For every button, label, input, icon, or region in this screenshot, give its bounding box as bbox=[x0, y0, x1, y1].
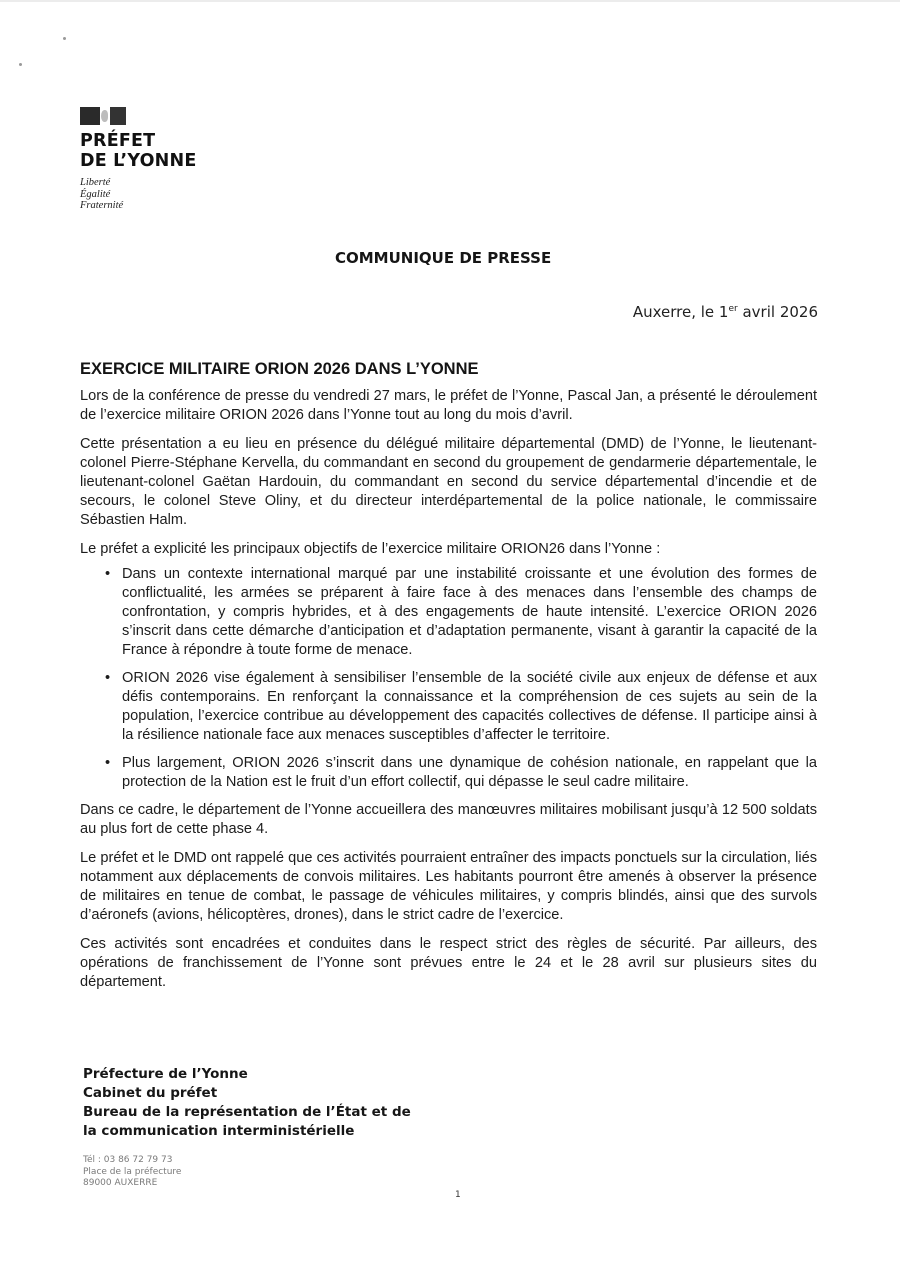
signature-line: Bureau de la représentation de l’État et de bbox=[83, 1104, 411, 1120]
list-item bbox=[105, 669, 817, 745]
list-item-text: Plus largement, ORION 2026 s’inscrit dans une dynamique de cohésion nationale, en rappelant que la protection de la Nation est le fruit d’un effort collectif, qui dépasse le seul cadre militaire. bbox=[122, 755, 817, 790]
press-release-body bbox=[80, 360, 817, 1002]
signature-block bbox=[83, 1065, 411, 1141]
date-superscript: er bbox=[728, 304, 738, 314]
paragraph: Le préfet et le DMD ont rappelé que ces activités pourraient entraîner des impacts ponctuels sur la circulation, liés notamment aux déplacements de convois militaires. Les habitants pourront être amenés à observer la présence de militaires en tenue de combat, le passage de véhicules militaires, y compris blindés, ainsi que des survols d’aéronefs (avions, hélicoptères, drones), dans le strict cadre de l’exercice. bbox=[80, 850, 817, 923]
date-line bbox=[633, 303, 818, 321]
contact-address: Place de la préfecture bbox=[83, 1166, 182, 1177]
motto-liberte: Liberté bbox=[80, 177, 111, 188]
republic-motto bbox=[80, 177, 197, 212]
paragraph: Ces activités sont encadrées et conduites dans le respect strict des règles de sécurité. Par ailleurs, des opérations de franchissement de l’Yonne sont prévues entre le 24 et le 28 avril sur plusieurs sites du département. bbox=[80, 936, 817, 990]
contact-block bbox=[83, 1155, 181, 1190]
bullet-icon: • bbox=[105, 755, 111, 771]
list-item bbox=[105, 565, 817, 660]
page-number: 1 bbox=[455, 1190, 461, 1200]
motto-egalite: Égalité bbox=[80, 188, 111, 200]
scan-edge bbox=[0, 0, 900, 2]
headline: EXERCICE MILITAIRE ORION 2026 DANS L’YONNE bbox=[80, 360, 479, 378]
paragraph: Cette présentation a eu lieu en présence du délégué militaire départemental (DMD) de l’Yonne, le lieutenant-colonel Pierre-Stéphane Kervella, du commandant en second du groupement de gendarmerie départementale, le lieutenant-colonel Gaëtan Hardouin, du commandant en second du service départemental d’incendie et de secours, le colonel Steve Oliny, et du directeur interdépartemental de la police nationale, le commissaire Sébastien Halm. bbox=[80, 436, 817, 528]
logo-line-2: DE L’YONNE bbox=[80, 151, 197, 171]
contact-city: 89000 AUXERRE bbox=[83, 1178, 158, 1188]
signature-line: Préfecture de l’Yonne bbox=[83, 1066, 248, 1082]
prefecture-logo bbox=[80, 107, 197, 212]
paragraph: Dans ce cadre, le département de l’Yonne accueillera des manœuvres militaires mobilisant jusqu’à 12 500 soldats au plus fort de cette phase 4. bbox=[80, 802, 817, 837]
contact-phone: Tél : 03 86 72 79 73 bbox=[83, 1155, 173, 1165]
bullet-icon: • bbox=[105, 670, 111, 686]
list-item-text: Dans un contexte international marqué par une instabilité croissante et une évolution des formes de conflictualité, les armées se préparent à faire face à des menaces dans l’ensemble des champs de confrontation, y compris hybrides, et à des engagements de haute intensité. L’exercice ORION 2026 s’inscrit dans cette démarche d’anticipation et d’adaptation permanente, visant à garantir la capacité de la France à répondre à toute forme de menace. bbox=[122, 566, 817, 658]
scan-speck bbox=[63, 37, 66, 40]
bullet-icon: • bbox=[105, 566, 111, 582]
list-item-text: ORION 2026 vise également à sensibiliser l’ensemble de la société civile aux enjeux de défense et aux défis contemporains. En renforçant la connaissance et la compréhension de ces sujets au sein de la population, l’exercice contribue au développement des capacités collectives de défense. Il participe ainsi à la résilience nationale face aux menaces susceptibles d’affecter le territoire. bbox=[122, 670, 817, 743]
marianne-logo-icon bbox=[80, 107, 197, 125]
document-type-title: COMMUNIQUE DE PRESSE bbox=[335, 249, 552, 267]
paragraph: Lors de la conférence de presse du vendredi 27 mars, le préfet de l’Yonne, Pascal Jan, a présenté le déroulement de l’exercice militaire ORION 2026 dans l’Yonne tout au long du mois d’avril. bbox=[80, 388, 817, 423]
logo-line-1: PRÉFET bbox=[80, 131, 156, 151]
date-suffix: avril 2026 bbox=[737, 303, 818, 321]
signature-line: Cabinet du préfet bbox=[83, 1085, 218, 1101]
signature-line: la communication interministérielle bbox=[83, 1123, 355, 1139]
paragraph: Le préfet a explicité les principaux objectifs de l’exercice militaire ORION26 dans l’Yonne : bbox=[80, 541, 661, 557]
objectives-list bbox=[80, 565, 817, 792]
scan-speck bbox=[19, 63, 22, 66]
motto-fraternite: Fraternité bbox=[80, 200, 124, 211]
date-prefix: Auxerre, le 1 bbox=[632, 303, 729, 321]
list-item bbox=[105, 754, 817, 792]
